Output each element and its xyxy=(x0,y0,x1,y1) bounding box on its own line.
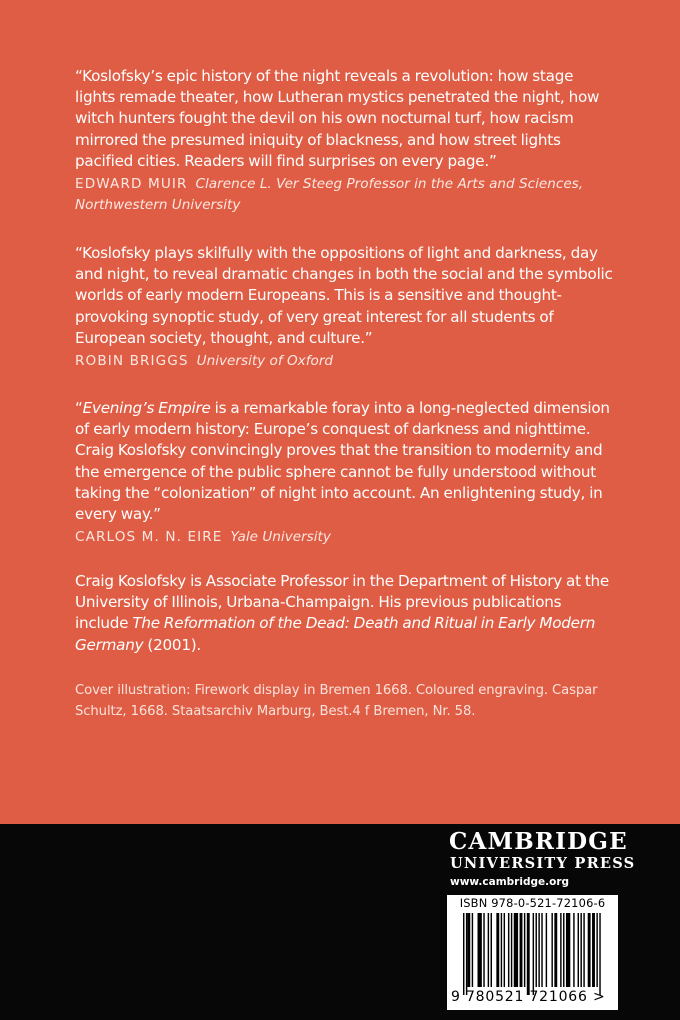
barcode-bar xyxy=(596,913,597,987)
author-bio-text: Craig Koslofsky is Associate Professor in the Department of History at the University of Illinois, Urbana-Champaign. His previous publications include The Reformation of the Dead: Death and Ritual in Early Modern Germany (2001). xyxy=(75,572,610,654)
barcode-bar xyxy=(463,913,464,995)
barcode-bar xyxy=(511,913,512,987)
barcode-bar xyxy=(599,913,600,995)
barcode-bar xyxy=(533,913,534,995)
barcode-bar xyxy=(554,913,557,987)
blurb-3 xyxy=(75,398,615,548)
barcode-bar xyxy=(527,913,530,995)
barcode-bar xyxy=(478,913,482,987)
quote-open-mark: “ xyxy=(75,399,83,417)
barcode-bar xyxy=(588,913,591,987)
publisher-url: www.cambridge.org xyxy=(450,876,570,888)
barcode-bar xyxy=(583,913,584,987)
blurb-affiliation: Clarence L. Ver Steeg Professor in the Arts and Sciences, Northwestern University xyxy=(75,176,584,214)
blurb-attribution xyxy=(75,527,615,548)
barcode-bar xyxy=(578,913,579,987)
blurb-2 xyxy=(75,243,615,372)
blurb-quote xyxy=(75,398,615,525)
blurb-author: EDWARD MUIR xyxy=(75,176,188,193)
publisher-subname: UNIVERSITY PRESS xyxy=(450,855,636,872)
barcode-bar xyxy=(592,913,595,987)
barcode-bar xyxy=(520,913,523,987)
barcode-bar xyxy=(541,913,542,987)
barcode-bar xyxy=(551,913,552,987)
blurb-attribution xyxy=(75,174,615,216)
barcode-bar xyxy=(491,913,492,987)
barcode-bar xyxy=(472,913,473,987)
book-title: Evening’s Empire xyxy=(82,399,211,417)
blurb-author: CARLOS M. N. EIRE xyxy=(75,529,223,546)
barcode-bar xyxy=(546,913,547,987)
barcode-box xyxy=(447,895,618,1010)
barcode-bar xyxy=(508,913,509,987)
publisher-name: CAMBRIDGE xyxy=(449,828,628,855)
barcode-bar xyxy=(504,913,505,987)
barcode-bar xyxy=(466,913,467,995)
barcode-bar xyxy=(514,913,518,987)
cover-credit xyxy=(75,681,615,722)
barcode-bar xyxy=(501,913,502,987)
isbn-label: ISBN 978-0-521-72106-6 xyxy=(459,896,606,910)
blurb-affiliation: University of Oxford xyxy=(196,353,334,370)
barcode-bar xyxy=(496,913,499,987)
blurb-1 xyxy=(75,66,615,216)
barcode-bar xyxy=(536,913,537,987)
barcode-bar xyxy=(488,913,489,987)
barcode-bar xyxy=(467,913,470,987)
barcode-bar xyxy=(580,913,581,987)
barcode-digits: 9 780521 721066 > xyxy=(451,989,606,1005)
blurb-attribution xyxy=(75,351,615,372)
barcode-bar xyxy=(563,913,564,987)
barcode-bar xyxy=(538,913,539,987)
blurb-quote: “Koslofsky plays skilfully with the oppositions of light and darkness, day and night, to reveal dramatic changes in both the social and the symbolic worlds of early modern Europeans. This is a sensitive and thought-provoking synoptic study, of very great interest for all students of European society, thought, and culture.” xyxy=(75,244,613,347)
barcode-bar xyxy=(566,913,570,987)
author-bio xyxy=(75,571,615,656)
barcode-bar xyxy=(573,913,574,987)
barcode-bar xyxy=(524,913,525,987)
barcode-bar xyxy=(560,913,561,987)
blurb-quote: “Koslofsky’s epic history of the night reveals a revolution: how stage lights remade theater, how Lutheran mystics penetrated the night, how witch hunters fought the devil on his own nocturnal turf, how racism mirrored the presumed iniquity of blackness, and how street lights pacified cities. Readers will find surprises on every page.” xyxy=(75,67,600,170)
previous-book-title: The Reformation of the Dead: Death and Ritual in Early Modern Germany xyxy=(75,614,596,654)
barcode-image xyxy=(463,913,607,995)
cover-credit-text: Cover illustration: Firework display in Bremen 1668. Coloured engraving. Caspar Schultz, 1668. Staatsarchiv Marburg, Best.4 f Bremen, Nr. 58. xyxy=(75,683,598,719)
quote-text: is a remarkable foray into a long-neglected dimension of early modern history: Europe’s conquest of darkness and nighttime. Craig Koslofsky convincingly proves that the transition to modernity and the emergence of the public sphere cannot be fully understood without taking the “colonization” of night into account. An enlightening study, in every way.” xyxy=(75,399,610,524)
blurb-author: ROBIN BRIGGS xyxy=(75,353,189,370)
blurb-affiliation: Yale University xyxy=(230,529,331,546)
barcode-bar xyxy=(483,913,484,987)
